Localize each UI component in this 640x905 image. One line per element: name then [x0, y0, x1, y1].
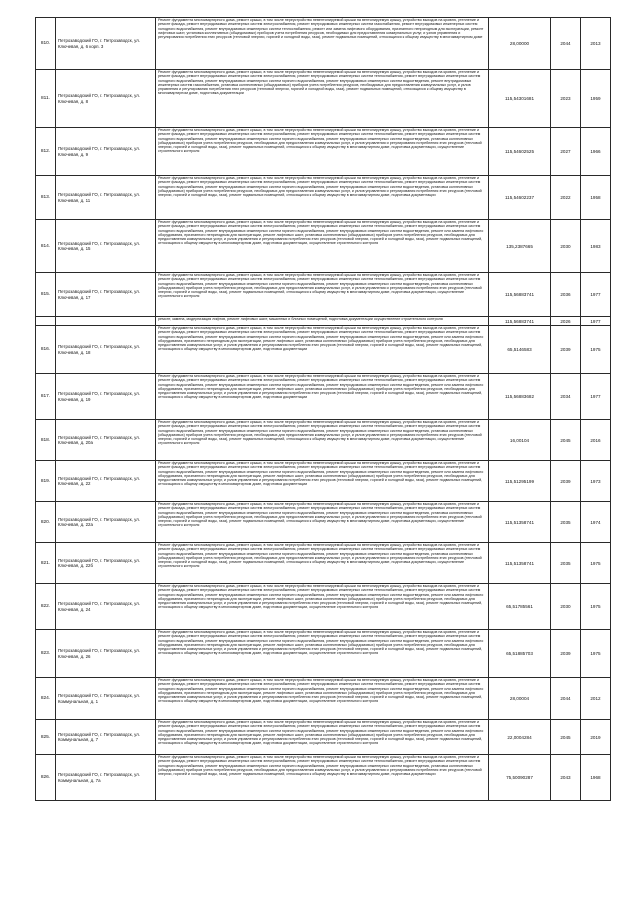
year-cell-text: 1975: [590, 651, 601, 656]
cost-cell-text: 75,50090287: [506, 775, 533, 780]
address-cell: [56, 720, 156, 755]
year-cell-text: 1958: [590, 195, 601, 200]
works-cell: [156, 630, 489, 678]
year-cell: [581, 543, 611, 584]
row-number: [36, 420, 56, 461]
year-cell: [581, 461, 611, 502]
year-cell: [581, 273, 611, 317]
year-cell-text: 1975: [590, 347, 601, 352]
deadline-cell: [551, 128, 581, 176]
table-row: [36, 176, 611, 220]
row-number: [36, 70, 56, 128]
cost-cell-text: 115,56883741: [504, 292, 535, 297]
address-cell: [56, 70, 156, 128]
works-cell: [156, 720, 489, 755]
year-cell: [581, 502, 611, 543]
cost-cell: [489, 273, 551, 317]
deadline-cell: [551, 678, 581, 720]
works-cell: [156, 70, 489, 128]
row-number: [36, 461, 56, 502]
row-number-text: 826.: [40, 775, 51, 780]
works-cell: [156, 543, 489, 584]
address-cell: [56, 678, 156, 720]
deadline-cell: [551, 461, 581, 502]
works-cell-text: Ремонт фундамента многоквартирного дома, ремонт крыши, в том числе переустройство невентилируемой крыши на вентилируемую крышу, устройство выходов на кровлю, утепление и ремонт фасада, ремонт внутридомовых инженерных систем электроснабжения, ремонт внутридомовых инженерных систем теплоснабжения, ремонт внутридомовых инженерных систем холодного водоснабжения, ремонт внутридомовых инженерных систем горячего водоснабжения, ремонт внутридомовых инженерных систем водоотведения, ремонт внутридомовых инженерных систем газоснабжения, установка коллективных (общедомовых) приборов учета потребления ресурсов, необходимых для предоставления коммунальных услуг, и узлов управления и регулирования потребления этих ресурсов (тепловой энергии, горячей и холодной воды, газа), ремонт подвальных помещений, относящихся к общему имуществу в многоквартирном доме, подготовка документации: [158, 70, 481, 96]
works-cell-text: Ремонт фундамента многоквартирного дома, ремонт крыши, в том числе переустройство невентилируемой крыши на вентилируемую крышу, устройство выходов на кровлю, утепление и ремонт фасада, ремонт внутридомовых инженерных систем электроснабжения, ремонт внутридомовых инженерных систем теплоснабжения, ремонт внутридомовых инженерных систем холодного водоснабжения, ремонт внутридомовых инженерных систем горячего водоснабжения, ремонт внутридомовых инженерных систем водоотведения, ремонт или замена лифтового оборудования, признанного непригодным для эксплуатации, ремонт лифтовых шахт, установка коллективных (общедомовых) приборов учета потребления ресурсов, необходимых для предоставления коммунальных услуг, и узлов управления и регулирования потребления этих ресурсов (тепловой энергии, горячей и холодной воды, газа), ремонт подвальных помещений, относящихся к общему имуществу в многоквартирном доме, подготовка документации, осуществление строительного контроля: [158, 220, 484, 246]
row-number-text: 821.: [40, 560, 51, 566]
row-number: [36, 18, 56, 70]
cost-cell-text: 115,51295199: [504, 478, 535, 484]
works-cell: [156, 461, 489, 502]
year-cell: [581, 326, 611, 374]
table-row: [36, 678, 611, 720]
works-cell: [156, 220, 489, 273]
deadline-cell: [551, 326, 581, 374]
works-cell-text: Ремонт фундамента многоквартирного дома, ремонт крыши, в том числе переустройство невентилируемой крыши на вентилируемую крышу, устройство выходов на кровлю, утепление и ремонт фасада, ремонт внутридомовых инженерных систем электроснабжения, ремонт внутридомовых инженерных систем теплоснабжения, ремонт внутридомовых инженерных систем холодного водоснабжения, ремонт внутридомовых инженерных систем горячего водоснабжения, ремонт внутридомовых инженерных систем водоотведения, установка коллективных (общедомовых) приборов учета потребления ресурсов, необходимых для предоставления коммунальных услуг, и узлов управления и регулирования потребления этих ресурсов (тепловой энергии, горячей и холодной воды, газа), ремонт подвальных помещений, относящихся к общему имуществу в многоквартирном доме, подготовка документации: [158, 176, 482, 197]
deadline-cell: [551, 70, 581, 128]
address-cell-text: Петрозаводский ГО, г. Петрозаводск, ул. Ключевая, д. 17: [58, 289, 141, 300]
deadline-cell: [551, 755, 581, 801]
capital-repair-table: [35, 17, 611, 801]
document-page: [35, 17, 610, 801]
year-cell-text: 1975: [590, 604, 601, 609]
cost-cell: [489, 420, 551, 461]
works-cell-text: Ремонт фундамента многоквартирного дома, ремонт крыши, в том числе переустройство невентилируемой крыши на вентилируемую крышу, устройство выходов на кровлю, утепление и ремонт фасада, ремонт внутридомовых инженерных систем электроснабжения, ремонт внутридомовых инженерных систем газоснабжения, ремонт внутридомовых инженерных систем холодного водоснабжения, ремонт внутридомовых инженерных систем теплоснабжения, ремонт или замена лифтового оборудования, признанного непригодным для эксплуатации, ремонт лифтовых шахт, установка коллективных (общедомовых) приборов учета потребления ресурсов, необходимых для предоставления коммунальных услуг, и узлов управления и регулирования потребления этих ресурсов (тепловой энергии, горячей и холодной воды, газа), ремонт подвальных помещений, относящихся к общему имуществу в многоквартирном доме: [158, 18, 484, 39]
year-cell: [581, 220, 611, 273]
year-cell: [581, 755, 611, 801]
table-row: [36, 502, 611, 543]
works-cell-text: Ремонт фундамента многоквартирного дома, ремонт крыши, в том числе переустройство невентилируемой крыши на вентилируемую крышу, устройство выходов на кровлю, утепление и ремонт фасада, ремонт внутридомовых инженерных систем электроснабжения, ремонт внутридомовых инженерных систем теплоснабжения, ремонт внутридомовых инженерных систем холодного водоснабжения, ремонт внутридомовых инженерных систем горячего водоснабжения, ремонт внутридомовых инженерных систем водоотведения, ремонт или замена лифтового оборудования, признанного непригодным для эксплуатации, ремонт лифтовых шахт, установка коллективных (общедомовых) приборов учета потребления ресурсов, необходимых для предоставления коммунальных услуг, и узлов управления и регулирования потребления этих ресурсов (тепловой энергии, горячей и холодной воды, газа), ремонт подвальных помещений, относящихся к общему имуществу в многоквартирном доме, подготовка документации, осуществление строительного контроля: [158, 678, 484, 704]
works-cell: [156, 273, 489, 317]
address-cell: [56, 630, 156, 678]
year-cell-text: 1983: [590, 243, 601, 249]
row-number-text: 813.: [40, 195, 51, 200]
cost-cell: [489, 543, 551, 584]
table-body: [36, 18, 611, 801]
deadline-cell-text: 2035: [560, 519, 571, 525]
deadline-cell: [551, 317, 581, 326]
cost-cell-text: 115,56883682: [504, 394, 535, 399]
cost-cell-text: 115,51358741: [504, 560, 535, 566]
year-cell: [581, 584, 611, 630]
deadline-cell-text: 2035: [560, 560, 571, 566]
year-cell-text: 1977: [590, 318, 601, 324]
address-cell: [56, 584, 156, 630]
row-number-text: 818.: [40, 437, 51, 443]
address-cell-text: Петрозаводский ГО, г. Петрозаводск, ул. Ключевая, д. 6 корп. 3: [58, 38, 141, 49]
cost-cell-text: 65,51885703: [506, 651, 533, 656]
cost-cell: [489, 176, 551, 220]
table-row: [36, 543, 611, 584]
address-cell: [56, 543, 156, 584]
cost-cell: [489, 128, 551, 176]
cost-cell-text: 115,54602525: [504, 149, 535, 154]
row-number: [36, 543, 56, 584]
row-number: [36, 273, 56, 317]
year-cell: [581, 176, 611, 220]
cost-cell-text: 65,51785561: [506, 604, 533, 609]
cost-cell: [489, 18, 551, 70]
table-row: [36, 584, 611, 630]
year-cell: [581, 420, 611, 461]
row-number-text: 816.: [40, 347, 51, 352]
deadline-cell: [551, 502, 581, 543]
works-cell: [156, 502, 489, 543]
row-number-text: 819.: [40, 478, 51, 484]
deadline-cell: [551, 220, 581, 273]
cost-cell: [489, 317, 551, 326]
deadline-cell-text: 2034: [560, 394, 571, 399]
address-cell-text: Петрозаводский ГО, г. Петрозаводск, ул. Ключевая, д. 22: [58, 475, 141, 486]
deadline-cell: [551, 420, 581, 461]
address-cell: [56, 220, 156, 273]
row-number-text: 810.: [40, 41, 51, 46]
year-cell: [581, 18, 611, 70]
address-cell: [56, 374, 156, 420]
row-number: [36, 584, 56, 630]
row-number-text: 817.: [40, 394, 51, 399]
address-cell: [56, 420, 156, 461]
works-cell: [156, 317, 489, 326]
deadline-cell-text: 2044: [560, 41, 571, 46]
works-cell: [156, 420, 489, 461]
cost-cell-text: 65,5146583: [507, 347, 532, 352]
works-cell: [156, 584, 489, 630]
table-row: [36, 317, 611, 326]
address-cell: [56, 317, 156, 326]
works-cell-text: Ремонт фундамента многоквартирного дома, ремонт крыши, в том числе переустройство невентилируемой крыши на вентилируемую крышу, устройство выходов на кровлю, утепление и ремонт фасада, ремонт внутридомовых инженерных систем электроснабжения, ремонт внутридомовых инженерных систем теплоснабжения, ремонт внутридомовых инженерных систем холодного водоснабжения, ремонт внутридомовых инженерных систем горячего водоснабжения, ремонт внутридомовых инженерных систем водоотведения, установка коллективных (общедомовых) приборов учета потребления ресурсов, необходимых для предоставления коммунальных услуг, и узлов управления и регулирования потребления этих ресурсов (тепловой энергии, горячей и холодной воды, газа), ремонт подвальных помещений, относящихся к общему имуществу в многоквартирном доме, подготовка документации, осуществление строительного контроля: [158, 128, 482, 154]
cost-cell: [489, 630, 551, 678]
address-cell: [56, 18, 156, 70]
works-cell: [156, 678, 489, 720]
row-number-text: 824.: [40, 696, 51, 701]
deadline-cell-text: 2023: [560, 96, 571, 101]
deadline-cell-text: 2045: [560, 437, 571, 443]
table-row: [36, 420, 611, 461]
year-cell: [581, 317, 611, 326]
row-number-text: 823.: [40, 651, 51, 656]
works-cell: [156, 176, 489, 220]
row-number: [36, 128, 56, 176]
deadline-cell-text: 2022: [560, 195, 571, 200]
row-number-text: 812.: [40, 149, 51, 154]
year-cell-text: 1973: [590, 478, 601, 484]
year-cell: [581, 374, 611, 420]
works-cell-text: Ремонт фундамента многоквартирного дома, ремонт крыши, в том числе переустройство невентилируемой крыши на вентилируемую крышу, устройство выходов на кровлю, утепление и ремонт фасада, ремонт внутридомовых инженерных систем электроснабжения, ремонт внутридомовых инженерных систем теплоснабжения, ремонт внутридомовых инженерных систем холодного водоснабжения, ремонт внутридомовых инженерных систем горячего водоснабжения, ремонт внутридомовых инженерных систем водоотведения, ремонт или замена лифтового оборудования, признанного непригодным для эксплуатации, ремонт лифтовых шахт, установка коллективных (общедомовых) приборов учета потребления ресурсов, необходимых для предоставления коммунальных услуг, и узлов управления и регулирования потребления этих ресурсов (тепловой энергии, горячей и холодной воды, газа), ремонт подвальных помещений, относящихся к общему имуществу в многоквартирном доме, подготовка документации, осуществление строительного контроля: [158, 630, 484, 656]
table-row: [36, 461, 611, 502]
year-cell: [581, 70, 611, 128]
deadline-cell-text: 2030: [560, 243, 571, 249]
year-cell-text: 1977: [590, 292, 601, 297]
works-cell-text: Ремонт фундамента многоквартирного дома, ремонт крыши, в том числе переустройство невентилируемой крыши на вентилируемую крышу, устройство выходов на кровлю, утепление и ремонт фасада, ремонт внутридомовых инженерных систем электроснабжения, ремонт внутридомовых инженерных систем теплоснабжения, ремонт внутридомовых инженерных систем холодного водоснабжения, ремонт внутридомовых инженерных систем горячего водоснабжения, ремонт внутридомовых инженерных систем водоотведения, ремонт или замена лифтового оборудования, признанного непригодным для эксплуатации, ремонт лифтовых шахт, установка коллективных (общедомовых) приборов учета потребления ресурсов, необходимых для предоставления коммунальных услуг, и узлов управления и регулирования потребления этих ресурсов (тепловой энергии, горячей и холодной воды, газа), ремонт подвальных помещений, относящихся к общему имуществу в многоквартирном доме, подготовка документации: [158, 374, 484, 400]
year-cell: [581, 720, 611, 755]
table-row: [36, 128, 611, 176]
row-number-text: 820.: [40, 519, 51, 525]
year-cell-text: 2012: [590, 696, 601, 701]
table-row: [36, 720, 611, 755]
year-cell-text: 1959: [590, 96, 601, 101]
works-cell: [156, 374, 489, 420]
table-row: [36, 70, 611, 128]
address-cell: [56, 461, 156, 502]
deadline-cell: [551, 720, 581, 755]
cost-cell: [489, 755, 551, 801]
row-number: [36, 720, 56, 755]
cost-cell: [489, 374, 551, 420]
works-cell: [156, 755, 489, 801]
row-number: [36, 678, 56, 720]
row-number: [36, 317, 56, 326]
address-cell-text: Петрозаводский ГО, г. Петрозаводск, ул. Ключевая, д. 20а: [58, 434, 141, 445]
address-cell-text: Петрозаводский ГО, г. Петрозаводск, ул. Ключевая, д. 8: [58, 93, 141, 104]
row-number-text: 815.: [40, 292, 51, 297]
address-cell: [56, 176, 156, 220]
year-cell-text: 2013: [590, 41, 601, 46]
deadline-cell-text: 2043: [560, 775, 571, 780]
deadline-cell-text: 2039: [560, 478, 571, 484]
table-row: [36, 630, 611, 678]
cost-cell-text: 115,54602237: [504, 195, 535, 200]
works-cell-text: Ремонт фундамента многоквартирного дома, ремонт крыши, в том числе переустройство невентилируемой крыши на вентилируемую крышу, устройство выходов на кровлю, утепление и ремонт фасада, ремонт внутридомовых инженерных систем электроснабжения, ремонт внутридомовых инженерных систем теплоснабжения, ремонт внутридомовых инженерных систем холодного водоснабжения, ремонт внутридомовых инженерных систем горячего водоснабжения, ремонт внутридомовых инженерных систем водоотведения, установка коллективных (общедомовых) приборов учета потребления ресурсов, необходимых для предоставления коммунальных услуг, и узлов управления и регулирования потребления этих ресурсов (тепловой энергии, горячей и холодной воды, газа), ремонт подвальных помещений, относящихся к общему имуществу в многоквартирном доме, подготовка документации, осуществление строительного контроля: [158, 420, 482, 446]
year-cell-text: 1968: [590, 775, 601, 780]
row-number-text: 811.: [41, 96, 50, 101]
cost-cell: [489, 70, 551, 128]
address-cell-text: Петрозаводский ГО, г. Петрозаводск, ул. Ключевая, д. 26: [58, 648, 141, 659]
cost-cell: [489, 461, 551, 502]
table-row: [36, 755, 611, 801]
deadline-cell-text: 2036: [560, 292, 571, 297]
works-cell-text: Ремонт фундамента многоквартирного дома, ремонт крыши, в том числе переустройство невентилируемой крыши на вентилируемую крышу, устройство выходов на кровлю, утепление и ремонт фасада, ремонт внутридомовых инженерных систем электроснабжения, ремонт внутридомовых инженерных систем теплоснабжения, ремонт внутридомовых инженерных систем холодного водоснабжения, ремонт внутридомовых инженерных систем горячего водоснабжения, ремонт внутридомовых инженерных систем водоотведения, установка коллективных (общедомовых) приборов учета потребления ресурсов, необходимых для предоставления коммунальных услуг, и узлов управления и регулирования потребления этих ресурсов (тепловой энергии, горячей и холодной воды, газа), ремонт подвальных помещений, относящихся к общему имуществу в многоквартирном доме, подготовка документации: [158, 755, 482, 776]
address-cell-text: Петрозаводский ГО, г. Петрозаводск, ул. Ключевая, д. 22а: [58, 516, 141, 527]
row-number: [36, 630, 56, 678]
works-cell-text: Ремонт фундамента многоквартирного дома, ремонт крыши, в том числе переустройство невентилируемой крыши на вентилируемую крышу, устройство выходов на кровлю, утепление и ремонт фасада, ремонт внутридомовых инженерных систем электроснабжения, ремонт внутридомовых инженерных систем теплоснабжения, ремонт внутридомовых инженерных систем холодного водоснабжения, ремонт внутридомовых инженерных систем горячего водоснабжения, ремонт внутридомовых инженерных систем водоотведения, установка коллективных (общедомовых) приборов учета потребления ресурсов, необходимых для предоставления коммунальных услуг, и узлов управления и регулирования потребления этих ресурсов (тепловой энергии, горячей и холодной воды, газа), ремонт подвальных помещений, относящихся к общему имуществу в многоквартирном доме, подготовка документации, осуществление строительного контроля: [158, 543, 482, 569]
address-cell-text: Петрозаводский ГО, г. Петрозаводск, ул. Ключевая, д. 9: [58, 146, 141, 157]
table-row: [36, 374, 611, 420]
deadline-cell-text: 2026: [560, 318, 571, 324]
works-cell: [156, 18, 489, 70]
cost-cell-text: 115,56883741: [504, 318, 535, 324]
deadline-cell: [551, 630, 581, 678]
address-cell: [56, 755, 156, 801]
year-cell: [581, 678, 611, 720]
table-row: [36, 273, 611, 317]
year-cell-text: 1974: [590, 519, 601, 525]
cost-cell-text: 115,54301681: [504, 96, 535, 101]
row-number: [36, 502, 56, 543]
deadline-cell-text: 2045: [560, 734, 571, 740]
cost-cell-text: 16,00104: [509, 437, 530, 443]
cost-cell-text: 135,2387665: [506, 243, 533, 249]
row-number-text: 814.: [40, 243, 51, 249]
works-cell-text: Ремонт фундамента многоквартирного дома, ремонт крыши, в том числе переустройство невентилируемой крыши на вентилируемую крышу, устройство выходов на кровлю, утепление и ремонт фасада, ремонт внутридомовых инженерных систем электроснабжения, ремонт внутридомовых инженерных систем теплоснабжения, ремонт внутридомовых инженерных систем холодного водоснабжения, ремонт внутридомовых инженерных систем горячего водоснабжения, ремонт внутридомовых инженерных систем водоотведения, установка коллективных (общедомовых) приборов учета потребления ресурсов, необходимых для предоставления коммунальных услуг, и узлов управления и регулирования потребления этих ресурсов (тепловой энергии, горячей и холодной воды, газа), ремонт подвальных помещений, относящихся к общему имуществу в многоквартирном доме, подготовка документации, осуществление строительного контроля: [158, 502, 482, 528]
table-row: [36, 18, 611, 70]
works-cell-text: Ремонт фундамента многоквартирного дома, ремонт крыши, в том числе переустройство невентилируемой крыши на вентилируемую крышу, устройство выходов на кровлю, утепление и ремонт фасада, ремонт внутридомовых инженерных систем электроснабжения, ремонт внутридомовых инженерных систем теплоснабжения, ремонт внутридомовых инженерных систем холодного водоснабжения, ремонт внутридомовых инженерных систем горячего водоснабжения, ремонт внутридомовых инженерных систем водоотведения, установка коллективных (общедомовых) приборов учета потребления ресурсов, необходимых для предоставления коммунальных услуг, и узлов управления и регулирования потребления этих ресурсов (тепловой энергии, горячей и холодной воды, газа), ремонт подвальных помещений, относящихся к общему имуществу в многоквартирном доме, подготовка документации, осуществление строительного контроля: [158, 273, 482, 299]
works-cell: [156, 326, 489, 374]
address-cell-text: Петрозаводский ГО, г. Петрозаводск, ул. Коммунальная, д. 7а: [58, 772, 141, 783]
deadline-cell: [551, 176, 581, 220]
deadline-cell-text: 2027: [560, 149, 571, 154]
address-cell-text: Петрозаводский ГО, г. Петрозаводск, ул. Ключевая, д. 24: [58, 601, 141, 612]
address-cell-text: Петрозаводский ГО, г. Петрозаводск, ул. Ключевая, д. 22б: [58, 557, 141, 568]
address-cell-text: Петрозаводский ГО, г. Петрозаводск, ул. Коммунальная, д. 1: [58, 693, 141, 704]
address-cell-text: Петрозаводский ГО, г. Петрозаводск, ул. Ключевая, д. 18: [58, 344, 141, 355]
row-number-text: 825.: [40, 734, 51, 740]
row-number: [36, 176, 56, 220]
deadline-cell: [551, 273, 581, 317]
year-cell-text: 2019: [590, 734, 601, 740]
deadline-cell: [551, 374, 581, 420]
year-cell-text: 1975: [590, 560, 601, 566]
year-cell-text: 1977: [590, 394, 601, 399]
cost-cell: [489, 720, 551, 755]
year-cell: [581, 128, 611, 176]
deadline-cell: [551, 543, 581, 584]
works-cell-text: Ремонт фундамента многоквартирного дома, ремонт крыши, в том числе переустройство невентилируемой крыши на вентилируемую крышу, устройство выходов на кровлю, утепление и ремонт фасада, ремонт внутридомовых инженерных систем электроснабжения, ремонт внутридомовых инженерных систем теплоснабжения, ремонт внутридомовых инженерных систем холодного водоснабжения, ремонт внутридомовых инженерных систем горячего водоснабжения, ремонт внутридомовых инженерных систем водоотведения, ремонт или замена лифтового оборудования, признанного непригодным для эксплуатации, ремонт лифтовых шахт, установка коллективных (общедомовых) приборов учета потребления ресурсов, необходимых для предоставления коммунальных услуг, и узлов управления и регулирования потребления этих ресурсов (тепловой энергии, горячей и холодной воды, газа), ремонт подвальных помещений, относящихся к общему имуществу в многоквартирном доме, подготовка документации, осуществление строительного контроля: [158, 720, 484, 746]
table-row: [36, 326, 611, 374]
row-number: [36, 374, 56, 420]
works-cell: [156, 128, 489, 176]
deadline-cell-text: 2039: [560, 347, 571, 352]
cost-cell: [489, 326, 551, 374]
cost-cell-text: 115,51358741: [504, 519, 535, 525]
works-cell-text: ремонт, замена, модернизация лифтов, ремонт лифтовых шахт, машинных и блочных помещений, подготовка документации осуществление строительного контроля: [158, 317, 443, 321]
works-cell-text: Ремонт фундамента многоквартирного дома, ремонт крыши, в том числе переустройство невентилируемой крыши на вентилируемую крышу, устройство выходов на кровлю, утепление и ремонт фасада, ремонт внутридомовых инженерных систем электроснабжения, ремонт внутридомовых инженерных систем теплоснабжения, ремонт внутридомовых инженерных систем холодного водоснабжения, ремонт внутридомовых инженерных систем горячего водоснабжения, ремонт внутридомовых инженерных систем водоотведения, ремонт или замена лифтового оборудования, признанного непригодным для эксплуатации, ремонт лифтовых шахт, установка коллективных (общедомовых) приборов учета потребления ресурсов, необходимых для предоставления коммунальных услуг, и узлов управления и регулирования потребления этих ресурсов (тепловой энергии, горячей и холодной воды, газа), ремонт подвальных помещений, относящихся к общему имуществу в многоквартирном доме, подготовка документации: [158, 326, 484, 352]
deadline-cell-text: 2044: [560, 696, 571, 701]
address-cell: [56, 128, 156, 176]
cost-cell-text: 22,0004284: [507, 734, 532, 740]
address-cell-text: Петрозаводский ГО, г. Петрозаводск, ул. Ключевая, д. 11: [58, 192, 141, 203]
cost-cell-text: 28,00004: [509, 696, 530, 701]
row-number-text: 822.: [40, 604, 51, 609]
table-row: [36, 220, 611, 273]
address-cell-text: Петрозаводский ГО, г. Петрозаводск, ул. Ключевая, д. 15: [58, 240, 141, 251]
address-cell-text: Петрозаводский ГО, г. Петрозаводск, ул. Ключевая, д. 19: [58, 391, 141, 402]
deadline-cell: [551, 18, 581, 70]
address-cell: [56, 326, 156, 374]
works-cell-text: Ремонт фундамента многоквартирного дома, ремонт крыши, в том числе переустройство невентилируемой крыши на вентилируемую крышу, устройство выходов на кровлю, утепление и ремонт фасада, ремонт внутридомовых инженерных систем электроснабжения, ремонт внутридомовых инженерных систем теплоснабжения, ремонт внутридомовых инженерных систем холодного водоснабжения, ремонт внутридомовых инженерных систем горячего водоснабжения, ремонт внутридомовых инженерных систем водоотведения, ремонт или замена лифтового оборудования, признанного непригодным для эксплуатации, ремонт лифтовых шахт, установка коллективных (общедомовых) приборов учета потребления ресурсов, необходимых для предоставления коммунальных услуг, и узлов управления и регулирования потребления этих ресурсов (тепловой энергии, горячей и холодной воды, газа), ремонт подвальных помещений, относящихся к общему имуществу в многоквартирном доме, подготовка документации, осуществление строительного контроля: [158, 584, 484, 610]
cost-cell: [489, 584, 551, 630]
year-cell-text: 2016: [590, 437, 601, 443]
year-cell-text: 1966: [590, 149, 601, 154]
row-number: [36, 220, 56, 273]
row-number: [36, 755, 56, 801]
works-cell-text: Ремонт фундамента многоквартирного дома, ремонт крыши, в том числе переустройство невентилируемой крыши на вентилируемую крышу, устройство выходов на кровлю, утепление и ремонт фасада, ремонт внутридомовых инженерных систем электроснабжения, ремонт внутридомовых инженерных систем теплоснабжения, ремонт внутридомовых инженерных систем холодного водоснабжения, ремонт внутридомовых инженерных систем горячего водоснабжения, ремонт внутридомовых инженерных систем водоотведения, ремонт или замена лифтового оборудования, признанного непригодным для эксплуатации, ремонт лифтовых шахт, установка коллективных (общедомовых) приборов учета потребления ресурсов, необходимых для предоставления коммунальных услуг, и узлов управления и регулирования потребления этих ресурсов (тепловой энергии, горячей и холодной воды, газа), ремонт подвальных помещений, относящихся к общему имуществу в многоквартирном доме, подготовка документации: [158, 461, 484, 487]
year-cell: [581, 630, 611, 678]
row-number: [36, 326, 56, 374]
address-cell: [56, 273, 156, 317]
cost-cell: [489, 502, 551, 543]
address-cell-text: Петрозаводский ГО, г. Петрозаводск, ул. Коммунальная, д. 7: [58, 731, 141, 742]
deadline-cell-text: 2039: [560, 651, 571, 656]
cost-cell-text: 28,00000: [509, 41, 530, 46]
cost-cell: [489, 220, 551, 273]
deadline-cell-text: 2030: [560, 604, 571, 609]
deadline-cell: [551, 584, 581, 630]
address-cell: [56, 502, 156, 543]
cost-cell: [489, 678, 551, 720]
